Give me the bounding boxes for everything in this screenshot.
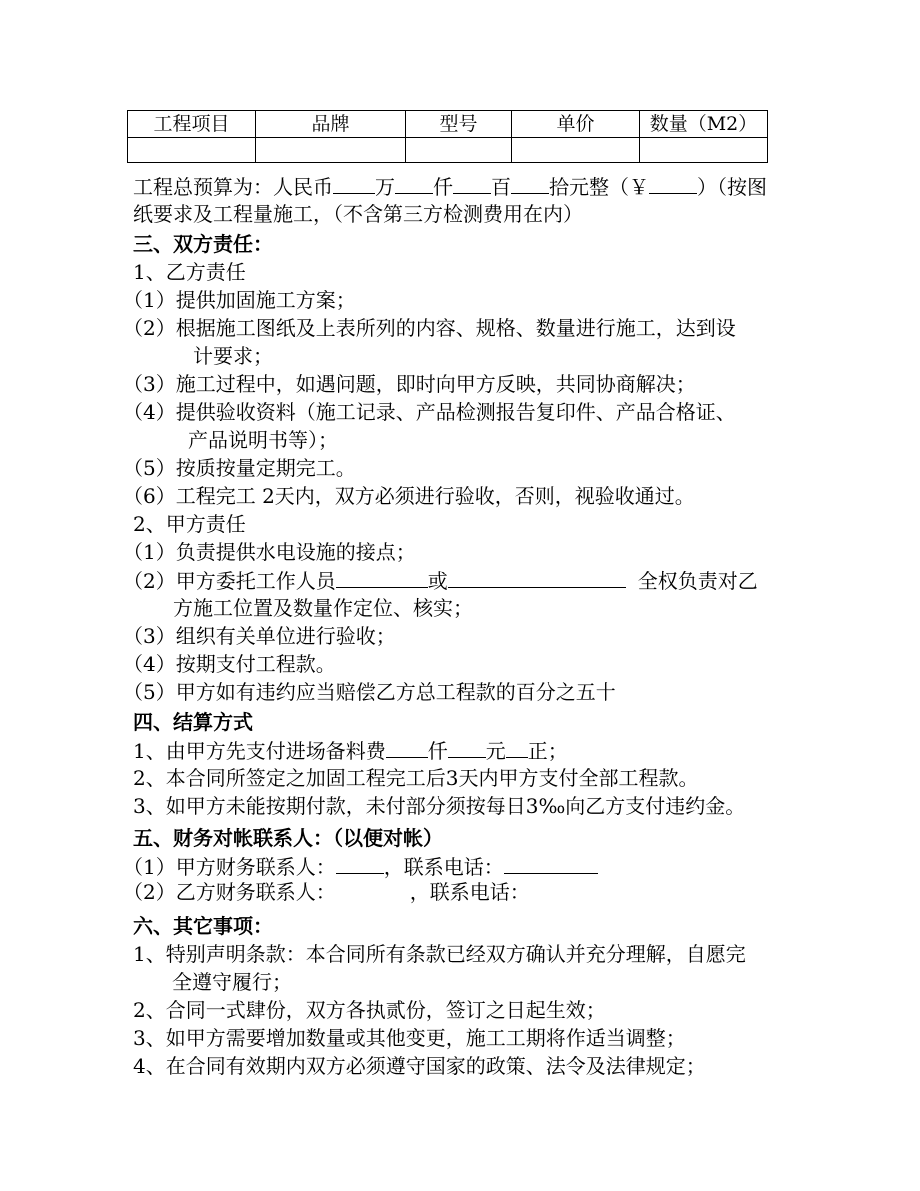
table-cell [256, 138, 406, 163]
project-items-table [127, 110, 768, 163]
unit-label: 元 [485, 739, 506, 763]
table-header-cell: 工程项目 [128, 111, 256, 138]
list-item: 3、如甲方需要增加数量或其他变更，施工工期将作适当调整； [133, 1026, 686, 1050]
budget-label: 工程总预算为：人民币 [133, 175, 333, 199]
blank-field [649, 172, 697, 194]
budget-line [133, 172, 767, 201]
list-item: （4）提供验收资料（施工记录、产品检测报告复印件、产品合格证、 [123, 400, 736, 424]
list-item: （5）甲方如有违约应当赔偿乙方总工程款的百分之五十 [123, 680, 616, 704]
unit-label: 仟 [427, 739, 448, 763]
budget-line-2: 纸要求及工程量施工，（不含第三方检测费用在内） [133, 202, 583, 226]
unit-label: 万 [375, 175, 395, 199]
blank-field [336, 852, 384, 874]
table-cell [128, 138, 256, 163]
list-item: （1）负责提供水电设施的接点； [123, 540, 416, 564]
list-item: 2、本合同所签定之加固工程完工后3天内甲方支付全部工程款。 [133, 766, 699, 790]
table-header-row [128, 111, 768, 138]
list-item: （3）组织有关单位进行验收； [123, 624, 396, 648]
list-item-continuation: 计要求； [193, 344, 273, 368]
table-header-cell: 单价 [512, 111, 640, 138]
unit-label: 仟 [433, 175, 453, 199]
list-item-text: 或 [427, 569, 448, 593]
list-item-text: 全权负责对乙 [637, 569, 758, 593]
list-item: （2）根据施工图纸及上表所列的内容、规格、数量进行施工，达到设 [123, 316, 736, 340]
blank-field [506, 736, 528, 758]
unit-label: 百 [491, 175, 511, 199]
table-header-cell: 型号 [406, 111, 512, 138]
contact-label: （1）甲方财务联系人： [123, 855, 336, 879]
blank-field [511, 172, 549, 194]
table-header-cell: 数量（M2） [640, 111, 768, 138]
section-title: 六、其它事项： [133, 914, 273, 938]
blank-field [333, 172, 375, 194]
list-item: 2、合同一式肆份，双方各执贰份，签订之日起生效； [133, 998, 606, 1022]
list-item-text: 1、由甲方先支付进场备料费 [133, 739, 386, 763]
blank-field [386, 736, 428, 758]
list-item-continuation: 方施工位置及数量作定位、核实； [173, 596, 473, 620]
list-item: （1）提供加固施工方案； [123, 288, 356, 312]
blank-field [448, 736, 486, 758]
list-item: 1、特别声明条款：本合同所有条款已经双方确认并充分理解，自愿完 [133, 942, 746, 966]
budget-suffix: ）（按图 [697, 175, 767, 199]
list-item: （5）按质按量定期完工。 [123, 456, 356, 480]
blank-field [448, 566, 626, 588]
section-title: 四、结算方式 [133, 710, 253, 734]
party-b-title: 1、乙方责任 [133, 260, 246, 284]
phone-label: ，联系电话： [383, 855, 504, 879]
list-item: （4）按期支付工程款。 [123, 652, 336, 676]
list-item: （3）施工过程中，如遇问题，即时向甲方反映，共同协商解决； [123, 372, 696, 396]
blank-field [336, 566, 428, 588]
contact-line [123, 878, 530, 906]
table-cell [512, 138, 640, 163]
table-row [128, 138, 768, 163]
unit-label: 拾元整（￥ [549, 175, 649, 199]
list-item-continuation: 产品说明书等）； [188, 428, 338, 452]
unit-label: 正； [527, 739, 568, 763]
list-item [133, 736, 568, 765]
list-item: 4、在合同有效期内双方必须遵守国家的政策、法令及法律规定； [133, 1054, 706, 1078]
list-item: 3、如甲方未能按期付款，未付部分须按每日3‰向乙方支付违约金。 [133, 794, 746, 818]
party-a-title: 2、甲方责任 [133, 512, 246, 536]
contact-line [123, 852, 598, 881]
section-title: 五、财务对帐联系人：（以便对帐） [133, 826, 443, 850]
contact-label: （2）乙方财务联系人： [123, 880, 336, 904]
list-item [123, 566, 758, 595]
list-item-continuation: 全遵守履行； [172, 970, 292, 994]
list-item: （6）工程完工 2天内，双方必须进行验收，否则，视验收通过。 [123, 484, 695, 508]
blank-field [453, 172, 491, 194]
phone-label: ，联系电话： [409, 880, 530, 904]
table-cell [640, 138, 768, 163]
table-header-cell: 品牌 [256, 111, 406, 138]
list-item-text: （2）甲方委托工作人员 [123, 569, 336, 593]
blank-field [395, 172, 433, 194]
blank-field [504, 852, 598, 874]
section-title: 三、双方责任： [133, 232, 273, 256]
table-cell [406, 138, 512, 163]
